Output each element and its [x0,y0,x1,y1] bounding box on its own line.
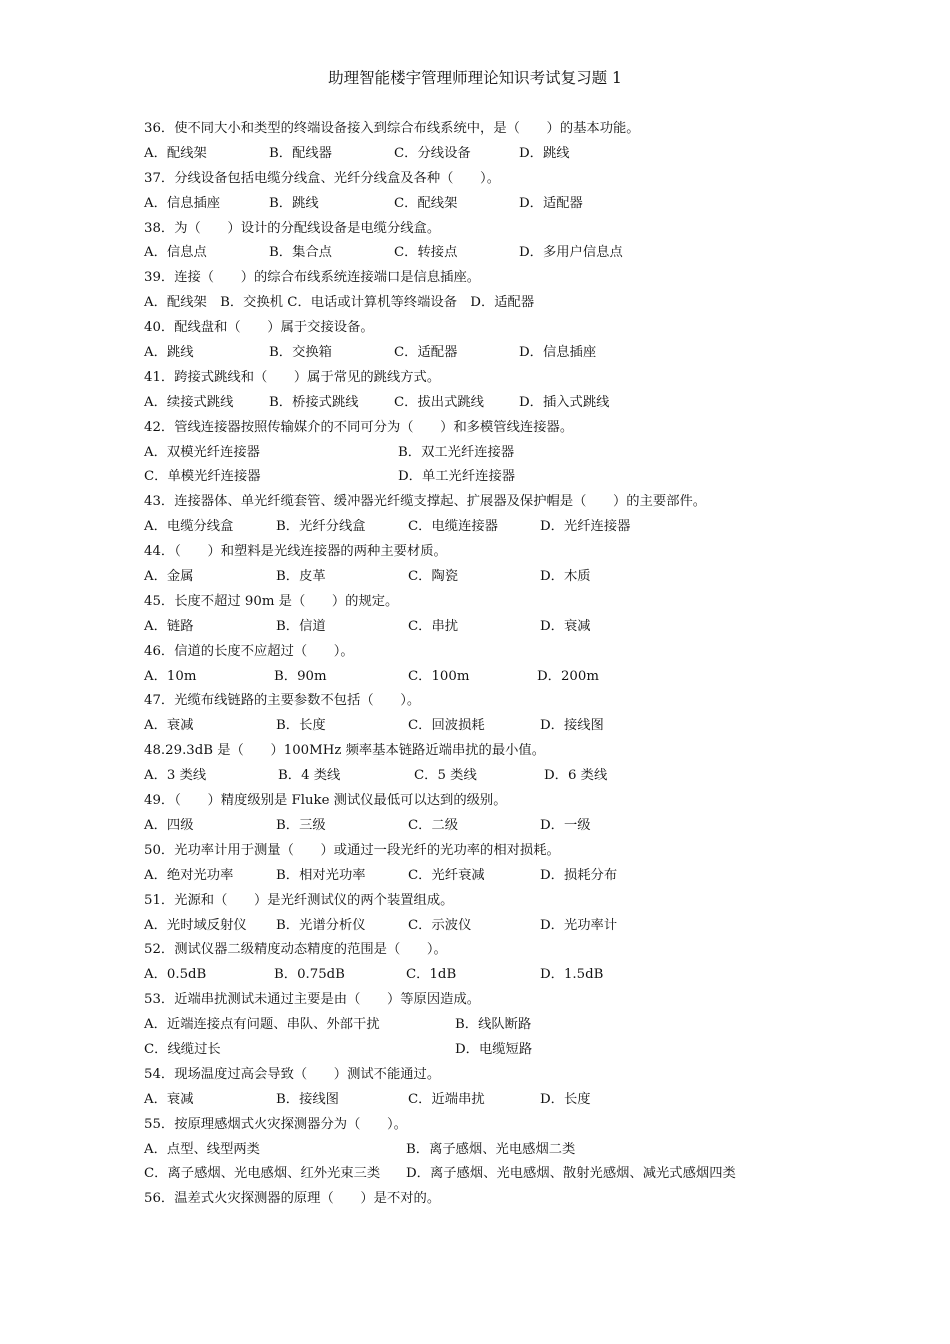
question-46: 46．信道的长度不应超过（ ）。 [144,643,354,659]
option: A．四级 [144,817,194,833]
options-row [144,515,904,540]
option: B．90m [274,668,327,684]
option: B．配线器 [269,145,332,161]
option: B．三级 [276,817,326,833]
question-39: 39．连接（ ）的综合布线系统连接端口是信息插座。 [144,270,481,286]
option: D．一级 [540,817,591,833]
options-row [144,963,904,988]
option: D．1.5dB [540,967,604,983]
question-50: 50．光功率计用于测量（ ）或通过一段光纤的光功率的相对损耗。 [144,842,560,858]
options-row [144,1088,904,1113]
option: D．接线图 [540,718,604,734]
option: A．衰减 [144,1091,194,1107]
question-54: 54．现场温度过高会导致（ ）测试不能通过。 [144,1066,441,1082]
option: D．离子感烟、光电感烟、散射光感烟、减光式感烟四类 [406,1166,736,1182]
option: D．木质 [540,569,591,585]
question-56: 56．温差式火灾探测器的原理（ ）是不对的。 [144,1191,441,1207]
question-38: 38．为（ ）设计的分配线设备是电缆分线盒。 [144,220,441,236]
question-42: 42．管线连接器按照传输媒介的不同可分为（ ）和多模管线连接器。 [144,419,574,435]
option: C．陶瓷 [408,569,459,585]
option: A．信息插座 [144,195,221,211]
options-row [144,814,904,839]
option: B．接线图 [276,1091,339,1107]
option: D．多用户信息点 [519,245,623,261]
option: D．衰减 [540,618,591,634]
option: D．长度 [540,1091,591,1107]
option: A．配线架 B．交换机 C．电话或计算机等终端设备 D．适配器 [144,295,535,311]
option: D．电缆短路 [455,1041,533,1057]
option: A．绝对光功率 [144,867,234,883]
option: A．金属 [144,569,194,585]
options-row [144,714,904,739]
option: B．光谱分析仪 [276,917,366,933]
option: C．线缆过长 [144,1041,221,1057]
option: A．近端连接点有问题、串队、外部干扰 [144,1017,380,1033]
option: D．200m [537,668,599,684]
question-41: 41．跨接式跳线和（ ）属于常见的跳线方式。 [144,369,441,385]
options-row [144,1038,904,1063]
options-row [144,1013,904,1038]
option: B．皮革 [276,569,326,585]
option: A．衰减 [144,718,194,734]
option: B．0.75dB [274,967,345,983]
option: B．线队断路 [455,1017,532,1033]
options-row [144,341,904,366]
option: C．单模光纤连接器 [144,469,261,485]
option: C．电缆连接器 [408,519,498,535]
option: D．损耗分布 [540,867,618,883]
options-row [144,1162,904,1187]
option: A．配线架 [144,145,207,161]
options-row [144,615,904,640]
option: B．信道 [276,618,326,634]
option: B．相对光功率 [276,867,366,883]
question-40: 40．配线盘和（ ）属于交接设备。 [144,320,374,336]
option: A．跳线 [144,345,194,361]
option: A．双模光纤连接器 [144,444,260,460]
option: A．0.5dB [144,967,207,983]
options-row [144,565,904,590]
question-37: 37．分线设备包括电缆分线盒、光纤分线盒及各种（ ）。 [144,170,500,186]
option: C．回波损耗 [408,718,485,734]
options-row [144,764,904,789]
option: C．串扰 [408,618,459,634]
option: C．分线设备 [394,145,471,161]
option: B．4 类线 [278,768,341,784]
question-36: 36．使不同大小和类型的终端设备接入到综合布线系统中，是（ ）的基本功能。 [144,121,640,136]
option: A．光时域反射仪 [144,917,247,933]
options-row [144,142,904,167]
option: C．拔出式跳线 [394,394,484,410]
option: B．桥接式跳线 [269,394,359,410]
question-45: 45．长度不超过 90m 是（ ）的规定。 [144,593,399,609]
option: A．电缆分线盒 [144,519,234,535]
options-row [144,192,904,217]
question-55: 55．按原理感烟式火灾探测器分为（ ）。 [144,1116,407,1132]
option: D．单工光纤连接器 [398,469,516,485]
options-row [144,241,904,266]
question-48: 48.29.3dB 是（ ）100MHz 频率基本链路近端串扰的最小值。 [144,743,546,759]
option: D．光功率计 [540,917,618,933]
option: D．信息插座 [519,345,597,361]
option: B．跳线 [269,195,319,211]
question-51: 51．光源和（ ）是光纤测试仪的两个装置组成。 [144,892,454,908]
option: A．3 类线 [144,768,207,784]
option: C．示波仪 [408,917,472,933]
option: C．光纤衰减 [408,867,485,883]
options-row [144,665,904,690]
option: D．6 类线 [544,768,608,784]
option: A．链路 [144,618,194,634]
question-43: 43．连接器体、单光纤缆套管、缓冲器光纤缆支撑起、扩展器及保护帽是（ ）的主要部件。 [144,494,707,510]
options-row [144,1138,904,1163]
option: B．交换箱 [269,345,332,361]
question-52: 52．测试仪器二级精度动态精度的范围是（ ）。 [144,942,447,958]
question-44: 44．（ ）和塑料是光线连接器的两种主要材质。 [144,544,447,560]
question-49: 49．（ ）精度级别是 Fluke 测试仪最低可以达到的级别。 [144,793,507,809]
question-47: 47．光缆布线链路的主要参数不包括（ ）。 [144,693,421,709]
options-row [144,291,904,316]
option: B．双工光纤连接器 [398,444,515,460]
option: A．10m [144,668,197,684]
option: D．跳线 [519,145,570,161]
options-row [144,914,904,939]
option: B．光纤分线盒 [276,519,366,535]
option: D．插入式跳线 [519,394,610,410]
option: B．集合点 [269,245,332,261]
option: B．长度 [276,718,326,734]
options-row [144,465,904,490]
option: C．100m [408,668,470,684]
page-title: 助理智能楼宇管理师理论知识考试复习题 1 [328,69,622,87]
question-53: 53．近端串扰测试未通过主要是由（ ）等原因造成。 [144,992,481,1008]
options-row [144,441,904,466]
option: C．转接点 [394,245,458,261]
option: C．适配器 [394,345,458,361]
option: A．续接式跳线 [144,394,234,410]
options-row [144,864,904,889]
option: D．光纤连接器 [540,519,631,535]
question-list [144,117,904,1212]
options-row [144,391,904,416]
option: A．点型、线型两类 [144,1141,260,1157]
option: C．配线架 [394,195,458,211]
option: C．近端串扰 [408,1091,485,1107]
option: D．适配器 [519,195,583,211]
option: C．1dB [406,967,457,983]
option: C．二级 [408,817,459,833]
option: B．离子感烟、光电感烟二类 [406,1141,576,1157]
option: A．信息点 [144,245,207,261]
option: C．离子感烟、光电感烟、红外光束三类 [144,1166,381,1182]
option: C．5 类线 [414,768,477,784]
